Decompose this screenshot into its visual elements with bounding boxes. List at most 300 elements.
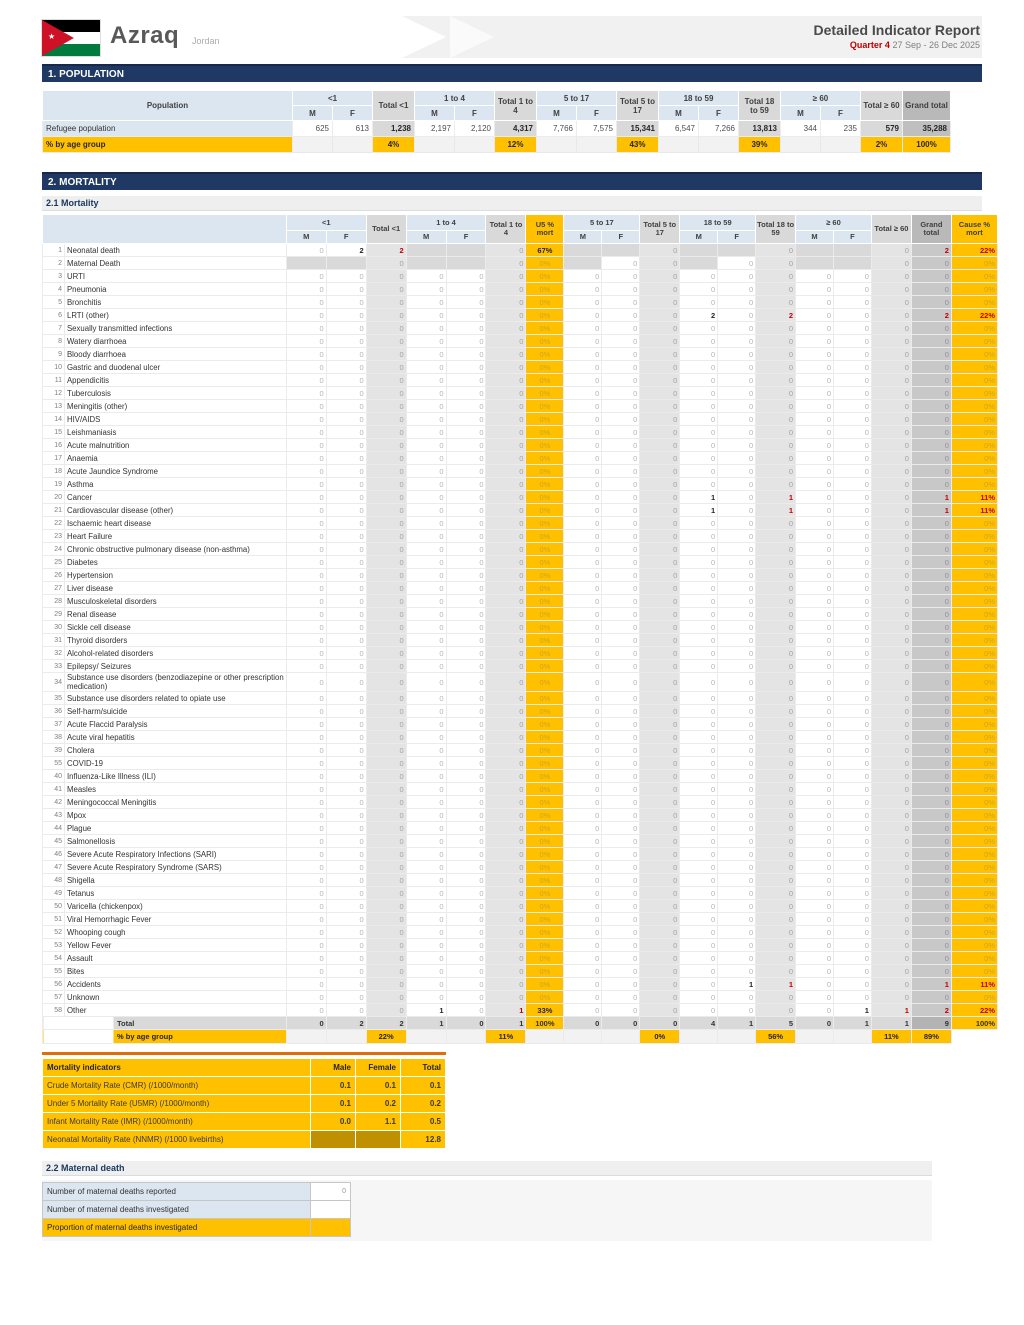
- cause-label: Mpox: [64, 809, 286, 822]
- value-cell: 0: [486, 926, 526, 939]
- row-number: 13: [43, 400, 65, 413]
- value-cell: 0: [718, 796, 756, 809]
- value-cell: 0: [446, 387, 486, 400]
- blank-cell: [781, 137, 821, 153]
- value-cell: 0: [834, 387, 872, 400]
- value-cell: 0: [680, 848, 718, 861]
- row-number: 23: [43, 530, 65, 543]
- value-cell: 0%: [526, 439, 564, 452]
- value-cell: 0: [602, 900, 640, 913]
- value-cell: 0: [326, 1004, 366, 1017]
- value-cell: 0%: [526, 647, 564, 660]
- value-cell: 0: [756, 543, 796, 556]
- mortality-row: [43, 926, 998, 939]
- value-cell: 0: [564, 809, 602, 822]
- value-cell: 0%: [951, 835, 997, 848]
- row-number: 29: [43, 608, 65, 621]
- value-cell: 0: [680, 822, 718, 835]
- value-cell: 0: [796, 452, 834, 465]
- value-cell: 1: [680, 504, 718, 517]
- value-cell: 0: [366, 517, 406, 530]
- value-cell: 0: [834, 744, 872, 757]
- cause-label: Renal disease: [64, 608, 286, 621]
- value-cell: 0: [834, 673, 872, 692]
- value-cell: 0: [911, 374, 951, 387]
- row-number: 36: [43, 705, 65, 718]
- value-cell: 0: [406, 348, 446, 361]
- cause-label: Substance use disorders related to opiate use: [64, 692, 286, 705]
- value-cell: 0: [406, 608, 446, 621]
- value-cell: 0: [486, 874, 526, 887]
- value-cell: 0: [640, 348, 680, 361]
- value-cell: 0: [446, 491, 486, 504]
- value-cell: 0%: [951, 822, 997, 835]
- value-cell: 0: [446, 822, 486, 835]
- cause-label: Meningococcal Meningitis: [64, 796, 286, 809]
- value-cell: 0: [564, 900, 602, 913]
- value-cell: 0: [286, 900, 326, 913]
- value-cell: 0: [871, 874, 911, 887]
- value-cell: 0: [796, 731, 834, 744]
- subsection-maternal-bar: 2.2 Maternal death: [42, 1161, 932, 1176]
- value-cell: 0: [366, 491, 406, 504]
- cause-label: Severe Acute Respiratory Syndrome (SARS): [64, 861, 286, 874]
- value-cell: 0: [406, 848, 446, 861]
- value-cell: 0: [406, 634, 446, 647]
- row-number: 37: [43, 718, 65, 731]
- value-cell: 0: [834, 556, 872, 569]
- value-cell: 0: [911, 465, 951, 478]
- value-cell: 0: [871, 809, 911, 822]
- value-cell: 0: [796, 647, 834, 660]
- value-cell: 0: [756, 270, 796, 283]
- value-cell: 0: [602, 861, 640, 874]
- value-cell: 0: [871, 582, 911, 595]
- cause-label: Leishmaniasis: [64, 426, 286, 439]
- value-cell: 0: [640, 861, 680, 874]
- value-cell: 0: [326, 387, 366, 400]
- mortality-row: [43, 569, 998, 582]
- value-cell: 0: [326, 965, 366, 978]
- age-group-header: ≥ 60: [796, 215, 872, 231]
- value-cell: 0: [326, 822, 366, 835]
- value-cell: 0%: [951, 595, 997, 608]
- value-cell: 0: [680, 283, 718, 296]
- value-cell: 0: [366, 900, 406, 913]
- mortality-column: [42, 214, 998, 1241]
- value-cell: 1: [911, 491, 951, 504]
- value-cell: 6,547: [659, 121, 699, 137]
- value-cell: 0: [326, 309, 366, 322]
- value-cell: 0: [564, 465, 602, 478]
- value-cell: 0: [486, 465, 526, 478]
- value-cell: 7,266: [699, 121, 739, 137]
- value-cell: 0%: [526, 660, 564, 673]
- value-cell: 0: [911, 660, 951, 673]
- value-cell: 0: [911, 335, 951, 348]
- value-cell: 0: [286, 335, 326, 348]
- value-cell: [564, 257, 602, 270]
- value-cell: 0: [406, 887, 446, 900]
- row-number: 6: [43, 309, 65, 322]
- value-cell: 0: [366, 770, 406, 783]
- value-cell: 0: [911, 439, 951, 452]
- value-cell: 0: [718, 452, 756, 465]
- value-cell: 0: [871, 556, 911, 569]
- value-cell: 0: [366, 848, 406, 861]
- value-cell: 0: [366, 413, 406, 426]
- value-cell: 0: [718, 426, 756, 439]
- mf-header: M: [796, 231, 834, 244]
- mf-header: M: [406, 231, 446, 244]
- value-cell: 0: [326, 887, 366, 900]
- value-cell: 0: [680, 952, 718, 965]
- value-cell: 1: [406, 1004, 446, 1017]
- value-cell: 1: [756, 978, 796, 991]
- cause-label: Tuberculosis: [64, 387, 286, 400]
- value-cell: 0: [680, 835, 718, 848]
- value-cell: 0: [756, 673, 796, 692]
- value-cell: 0: [718, 270, 756, 283]
- value-cell: 0: [911, 874, 951, 887]
- cause-label: Epilepsy/ Seizures: [64, 660, 286, 673]
- value-cell: 0: [406, 595, 446, 608]
- value-cell: 0: [871, 335, 911, 348]
- value-cell: 0: [871, 848, 911, 861]
- value-cell: 0: [796, 900, 834, 913]
- value-cell: 0: [718, 335, 756, 348]
- value-cell: 67%: [526, 244, 564, 257]
- value-cell: 0%: [526, 582, 564, 595]
- value-cell: 0: [911, 965, 951, 978]
- value-cell: 0%: [526, 705, 564, 718]
- value-cell: 7,766: [537, 121, 577, 137]
- mf-header: M: [659, 106, 699, 121]
- value-cell: 0%: [951, 621, 997, 634]
- value-cell: 0: [718, 283, 756, 296]
- value-cell: 0: [406, 705, 446, 718]
- row-number: 44: [43, 822, 65, 835]
- total-cell: 0: [446, 1017, 486, 1030]
- value-cell: 0: [326, 413, 366, 426]
- value-cell: 0: [366, 426, 406, 439]
- value-cell: 0: [640, 491, 680, 504]
- value-cell: 0: [834, 796, 872, 809]
- blank-cell: [718, 1030, 756, 1044]
- mortality-row: [43, 900, 998, 913]
- value-cell: 0%: [951, 660, 997, 673]
- value-cell: 0: [486, 634, 526, 647]
- value-cell: 0: [406, 452, 446, 465]
- value-cell: 0: [756, 244, 796, 257]
- value-cell: 0: [446, 796, 486, 809]
- value-cell: 0: [286, 952, 326, 965]
- value-cell: 0: [286, 926, 326, 939]
- value-cell: 0: [564, 387, 602, 400]
- value-cell: 0: [602, 952, 640, 965]
- value-cell: 0: [564, 783, 602, 796]
- value-cell: 0: [286, 660, 326, 673]
- value-cell: 0: [911, 913, 951, 926]
- value-cell: 0: [602, 939, 640, 952]
- cause-label: Maternal Death: [64, 257, 286, 270]
- value-cell: 0: [446, 835, 486, 848]
- value-cell: 0: [366, 270, 406, 283]
- mf-header: F: [602, 231, 640, 244]
- value-cell: 0: [756, 387, 796, 400]
- value-cell: 0: [326, 673, 366, 692]
- table-body: [43, 1059, 446, 1149]
- blank-cell: [326, 1030, 366, 1044]
- value-cell: [602, 244, 640, 257]
- value-cell: 0: [680, 744, 718, 757]
- value-cell: 0: [640, 757, 680, 770]
- value-cell: 0: [286, 887, 326, 900]
- value-cell: 0: [286, 556, 326, 569]
- value-cell: 1: [756, 504, 796, 517]
- value-cell: 0: [406, 809, 446, 822]
- value-cell: 33%: [526, 1004, 564, 1017]
- value-cell: 0: [718, 504, 756, 517]
- value-cell: 0: [640, 426, 680, 439]
- blank-cell: [564, 1030, 602, 1044]
- value-cell: 0: [834, 848, 872, 861]
- value-cell: 0: [911, 634, 951, 647]
- indicator-label: Neonatal Mortality Rate (NNMR) (/1000 livebirths): [43, 1131, 311, 1149]
- indicator-value: 0.1: [356, 1077, 401, 1095]
- value-cell: 0: [486, 952, 526, 965]
- value-cell: 0%: [951, 348, 997, 361]
- blank-cell: [526, 1030, 564, 1044]
- value-cell: 0: [406, 991, 446, 1004]
- value-cell: 0%: [526, 952, 564, 965]
- value-cell: 0: [680, 926, 718, 939]
- value-cell: 0%: [526, 634, 564, 647]
- value-cell: 0: [834, 491, 872, 504]
- value-cell: 0: [756, 692, 796, 705]
- value-cell: 0%: [951, 848, 997, 861]
- value-cell: 0: [756, 374, 796, 387]
- value-cell: 0: [756, 621, 796, 634]
- value-cell: 0: [602, 556, 640, 569]
- value-cell: 0: [564, 731, 602, 744]
- value-cell: 0: [286, 361, 326, 374]
- value-cell: 0: [911, 848, 951, 861]
- row-number: 17: [43, 452, 65, 465]
- maternal-row: [43, 1201, 351, 1219]
- corner-header: [43, 215, 287, 244]
- value-cell: 0: [756, 452, 796, 465]
- value-cell: 0: [602, 887, 640, 900]
- value-cell: 0: [796, 757, 834, 770]
- value-cell: 0: [640, 796, 680, 809]
- value-cell: 0: [640, 244, 680, 257]
- value-cell: 0%: [951, 757, 997, 770]
- value-cell: 0: [564, 582, 602, 595]
- row-number: 33: [43, 660, 65, 673]
- row-number: 8: [43, 335, 65, 348]
- mortality-row: [43, 556, 998, 569]
- value-cell: 0: [326, 634, 366, 647]
- value-cell: 0: [680, 335, 718, 348]
- value-cell: 0: [366, 757, 406, 770]
- value-cell: 0: [911, 731, 951, 744]
- value-cell: 0: [640, 595, 680, 608]
- blank-cell: [286, 1030, 326, 1044]
- value-cell: 0%: [951, 439, 997, 452]
- cause-label: Cardiovascular disease (other): [64, 504, 286, 517]
- value-cell: 0: [871, 978, 911, 991]
- value-cell: 0: [756, 744, 796, 757]
- value-cell: [796, 244, 834, 257]
- value-cell: 0: [446, 283, 486, 296]
- value-cell: 0: [640, 660, 680, 673]
- value-cell: 0: [366, 978, 406, 991]
- row-number: 21: [43, 504, 65, 517]
- value-cell: 0: [640, 400, 680, 413]
- blank-cell: [659, 137, 699, 153]
- mortality-row: [43, 887, 998, 900]
- value-cell: 0: [680, 374, 718, 387]
- value-cell: 0: [756, 478, 796, 491]
- value-cell: 0: [718, 718, 756, 731]
- value-cell: 0: [640, 900, 680, 913]
- value-cell: 0: [486, 595, 526, 608]
- population-header: Population: [43, 91, 293, 121]
- mortality-row: [43, 861, 998, 874]
- cause-label: Whooping cough: [64, 926, 286, 939]
- value-cell: 0: [564, 517, 602, 530]
- value-cell: 0: [326, 848, 366, 861]
- value-cell: 0: [680, 582, 718, 595]
- total-cell: 100%: [951, 1017, 997, 1030]
- report-header: [814, 22, 980, 50]
- mortality-row: [43, 491, 998, 504]
- value-cell: 0: [756, 705, 796, 718]
- value-cell: 0: [366, 660, 406, 673]
- value-cell: 0%: [526, 296, 564, 309]
- value-cell: 0: [796, 783, 834, 796]
- value-cell: 0%: [951, 744, 997, 757]
- mortality-row: [43, 361, 998, 374]
- row-number: 15: [43, 426, 65, 439]
- value-cell: 0: [486, 848, 526, 861]
- value-cell: [446, 257, 486, 270]
- value-cell: 0: [564, 595, 602, 608]
- value-cell: 0: [326, 926, 366, 939]
- value-cell: 0: [326, 439, 366, 452]
- value-cell: 0: [756, 926, 796, 939]
- indicator-col-header: Total: [401, 1059, 446, 1077]
- value-cell: 0: [640, 848, 680, 861]
- quarter-label: Quarter 4: [849, 40, 890, 50]
- value-cell: 0: [718, 900, 756, 913]
- value-cell: 0: [366, 504, 406, 517]
- row-number: 46: [43, 848, 65, 861]
- value-cell: 0: [796, 556, 834, 569]
- value-cell: 0: [640, 991, 680, 1004]
- value-cell: 0: [564, 426, 602, 439]
- value-cell: 0: [796, 978, 834, 991]
- value-cell: 0: [286, 757, 326, 770]
- value-cell: 0: [911, 770, 951, 783]
- row-number: 55: [43, 965, 65, 978]
- value-cell: 0%: [526, 309, 564, 322]
- value-cell: 0: [564, 322, 602, 335]
- value-cell: 0: [406, 939, 446, 952]
- value-cell: 22%: [951, 244, 997, 257]
- value-cell: 0: [406, 426, 446, 439]
- value-cell: 0: [796, 478, 834, 491]
- value-cell: 0: [446, 543, 486, 556]
- value-cell: 0: [486, 965, 526, 978]
- value-cell: 0: [718, 744, 756, 757]
- value-cell: 0: [602, 835, 640, 848]
- value-cell: 0: [326, 530, 366, 543]
- value-cell: 0: [366, 257, 406, 270]
- total-header: Total 18 to 59: [739, 91, 781, 121]
- value-cell: 0: [486, 991, 526, 1004]
- value-cell: 0: [366, 374, 406, 387]
- value-cell: 0: [486, 478, 526, 491]
- value-cell: 613: [333, 121, 373, 137]
- cause-label: Sexually transmitted infections: [64, 322, 286, 335]
- value-cell: 0: [796, 634, 834, 647]
- value-cell: 0: [446, 1004, 486, 1017]
- value-cell: 0: [602, 660, 640, 673]
- value-cell: 0: [756, 569, 796, 582]
- value-cell: 0: [564, 361, 602, 374]
- value-cell: 0: [326, 744, 366, 757]
- value-cell: 0: [640, 296, 680, 309]
- pct-cell: 43%: [617, 137, 659, 153]
- value-cell: 0: [446, 770, 486, 783]
- value-cell: 0: [564, 835, 602, 848]
- value-cell: 0: [680, 673, 718, 692]
- value-cell: 0: [486, 244, 526, 257]
- value-cell: 0: [602, 504, 640, 517]
- value-cell: 0: [640, 965, 680, 978]
- period-dates: 27 Sep - 26 Dec 2025: [892, 40, 980, 50]
- value-cell: 1: [680, 491, 718, 504]
- value-cell: 0%: [951, 887, 997, 900]
- value-cell: 0%: [526, 465, 564, 478]
- value-cell: 0: [286, 387, 326, 400]
- row-number: 24: [43, 543, 65, 556]
- value-cell: 0: [446, 322, 486, 335]
- value-cell: 0: [446, 900, 486, 913]
- value-cell: 0: [834, 621, 872, 634]
- value-cell: 0: [718, 939, 756, 952]
- value-cell: 0: [286, 530, 326, 543]
- value-cell: 0%: [951, 413, 997, 426]
- value-cell: 0: [564, 926, 602, 939]
- cause-label: Self-harm/suicide: [64, 705, 286, 718]
- value-cell: 0: [406, 978, 446, 991]
- total-cell: 1,238: [373, 121, 415, 137]
- mortality-row: [43, 939, 998, 952]
- value-cell: 0: [326, 270, 366, 283]
- value-cell: 0: [326, 543, 366, 556]
- value-cell: 0: [796, 491, 834, 504]
- value-cell: 0: [602, 322, 640, 335]
- mortality-row: [43, 647, 998, 660]
- value-cell: 0: [286, 517, 326, 530]
- value-cell: 0: [406, 517, 446, 530]
- cause-label: URTI: [64, 270, 286, 283]
- value-cell: 0%: [526, 543, 564, 556]
- value-cell: 0: [871, 374, 911, 387]
